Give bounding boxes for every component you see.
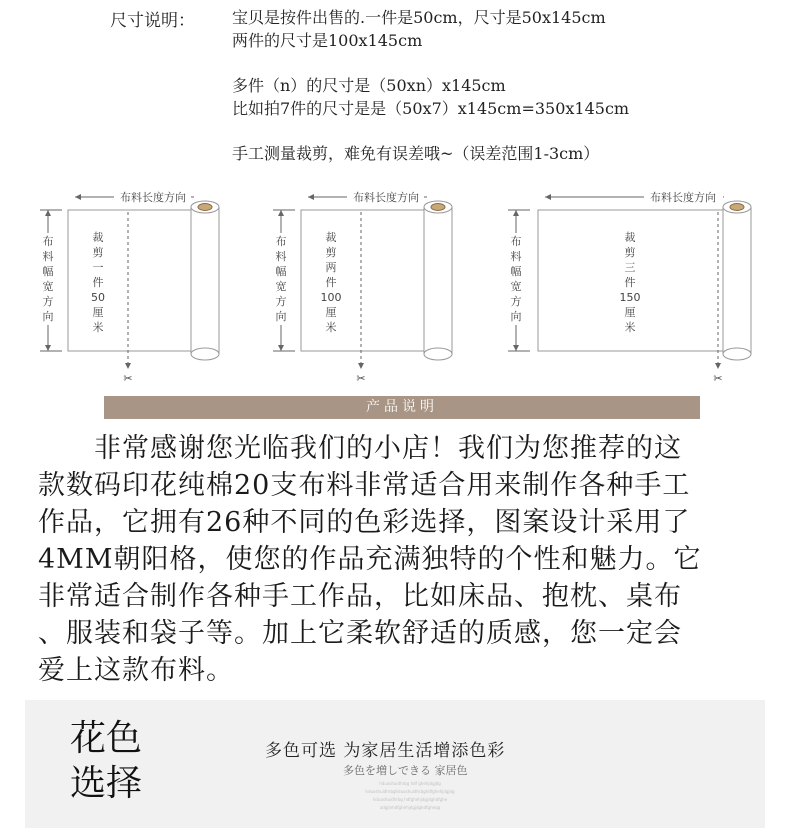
size-line: 手工测量裁剪，难免有误差哦~（误差范围1-3cm）	[232, 144, 600, 163]
cut-size-char: 三	[624, 261, 636, 274]
width-direction-char: 方	[275, 295, 287, 308]
width-arrow-head	[45, 345, 51, 351]
width-direction-char: 方	[42, 295, 54, 308]
length-direction-label: 布料长度方向	[353, 191, 419, 204]
width-arrow-head	[278, 345, 284, 351]
width-direction-char: 向	[510, 310, 522, 323]
length-direction-label: 布料长度方向	[120, 191, 186, 204]
description-line: 非常适合制作各种手工作品，比如床品、抱枕、桌布	[38, 581, 682, 612]
product-description-banner: 产品说明	[104, 396, 700, 419]
width-direction-char: 宽	[275, 280, 287, 293]
width-direction-char: 宽	[42, 280, 54, 293]
length-direction-label: 布料长度方向	[650, 191, 716, 204]
size-info-lines	[232, 6, 629, 165]
cutting-diagrams	[0, 185, 790, 385]
width-arrow-head	[278, 210, 284, 216]
cut-size-char: 米	[624, 321, 636, 334]
fabric-roll	[723, 207, 751, 354]
fine-print-line: adgjlnhdfghehjdgjdghdfgheqq	[379, 805, 441, 810]
cut-size-char: 厘	[92, 306, 104, 319]
size-line: 宝贝是按件出售的.一件是50cm，尺寸是50x145cm	[232, 8, 606, 27]
width-arrow-head	[45, 210, 51, 216]
cut-size-char: 100	[320, 291, 342, 304]
width-direction-char: 向	[42, 310, 54, 323]
cut-size-char: 件	[325, 276, 337, 289]
width-direction-char: 料	[275, 250, 287, 263]
size-line: 比如拍7件的尺寸是是（50x7）x145cm=350x145cm	[232, 99, 630, 118]
roll-core	[431, 204, 445, 211]
fabric-sheet	[68, 210, 205, 351]
description-line: 爱上这款布料。	[38, 655, 234, 686]
scissors-icon: ✂	[356, 372, 366, 385]
scissors-icon: ✂	[123, 372, 133, 385]
cut-arrow-head	[125, 363, 131, 369]
fabric-sheet	[538, 210, 737, 351]
cut-size-char: 厘	[624, 306, 636, 319]
cut-arrow-head	[715, 363, 721, 369]
length-arrow-head	[545, 194, 551, 200]
cut-size-char: 两	[325, 261, 337, 274]
cut-size-char: 件	[92, 276, 104, 289]
size-line: 两件的尺寸是100x145cm	[232, 31, 423, 50]
description-line: 、服装和袋子等。加上它柔软舒适的质感，您一定会	[38, 618, 682, 649]
width-direction-char: 布	[42, 235, 54, 248]
width-direction-char: 料	[42, 250, 54, 263]
fabric-roll	[191, 207, 219, 354]
width-direction-char: 向	[275, 310, 287, 323]
decorative-fine-print	[325, 780, 495, 812]
cut-size-char: 裁	[92, 231, 104, 244]
length-arrow-head	[308, 194, 314, 200]
roll-core	[730, 204, 744, 211]
fine-print-line: hduoshuidhrbg hdfghehjdgjdghdfghe	[372, 797, 448, 802]
color-slogan: 多色可选 为家居生活增添色彩	[265, 741, 506, 761]
description-line: 4MM朝阳格，使您的作品充满独特的个性和魅力。它	[38, 544, 702, 575]
width-direction-char: 幅	[42, 265, 54, 278]
cutting-diagram	[508, 190, 751, 385]
cut-size-char: 件	[624, 276, 636, 289]
length-arrow-head	[75, 194, 81, 200]
width-direction-char: 布	[275, 235, 287, 248]
cut-size-char: 剪	[624, 246, 636, 259]
width-direction-char: 料	[510, 250, 522, 263]
cut-size-char: 剪	[92, 246, 104, 259]
description-line: 款数码印花纯棉20支布料非常适合用来制作各种手工	[38, 470, 691, 501]
width-direction-char: 幅	[510, 265, 522, 278]
description-line: 作品，它拥有26种不同的色彩选择，图案设计采用了	[38, 507, 691, 538]
color-slogan-jp: 多色を増しできる 家居色	[343, 764, 468, 777]
width-arrow-head	[513, 210, 519, 216]
cut-size-char: 裁	[624, 231, 636, 244]
cut-arrow-head	[358, 363, 364, 369]
cutting-diagram	[40, 190, 219, 385]
roll-bottom	[424, 348, 452, 360]
width-direction-char: 方	[510, 295, 522, 308]
roll-bottom	[723, 348, 751, 360]
fine-print-line: hduoshuidhrbg hdf ghehjdgjdg	[379, 781, 441, 786]
color-selection-section	[25, 700, 765, 828]
cut-size-char: 裁	[325, 231, 337, 244]
cutting-diagram-svg	[0, 185, 790, 385]
fabric-roll	[424, 207, 452, 354]
product-description	[38, 430, 758, 689]
cut-size-char: 米	[325, 321, 337, 334]
cut-size-char: 50	[91, 291, 105, 304]
cut-size-char: 米	[92, 321, 104, 334]
color-selection-title	[70, 716, 142, 806]
size-line: 多件（n）的尺寸是（50xn）x145cm	[232, 76, 506, 95]
fabric-sheet	[301, 210, 438, 351]
cut-size-char: 一	[92, 261, 104, 274]
fine-print-line: hduoshuidhrbghduoshuidhrbghdfghehjdgjdg	[365, 789, 455, 794]
cut-size-char: 150	[619, 291, 641, 304]
description-line: 非常感谢您光临我们的小店！我们为您推荐的这	[38, 433, 682, 464]
roll-core	[198, 204, 212, 211]
scissors-icon: ✂	[713, 372, 723, 385]
size-line-gap	[232, 52, 629, 74]
width-direction-char: 宽	[510, 280, 522, 293]
width-arrow-head	[513, 345, 519, 351]
cut-size-char: 厘	[325, 306, 337, 319]
title-line: 花色	[70, 718, 143, 759]
width-direction-char: 幅	[275, 265, 287, 278]
title-line: 选择	[70, 763, 143, 804]
size-info-label: 尺寸说明：	[110, 11, 195, 31]
roll-bottom	[191, 348, 219, 360]
width-direction-char: 布	[510, 235, 522, 248]
cutting-diagram	[273, 190, 452, 385]
cut-size-char: 剪	[325, 246, 337, 259]
size-line-gap	[232, 120, 629, 142]
